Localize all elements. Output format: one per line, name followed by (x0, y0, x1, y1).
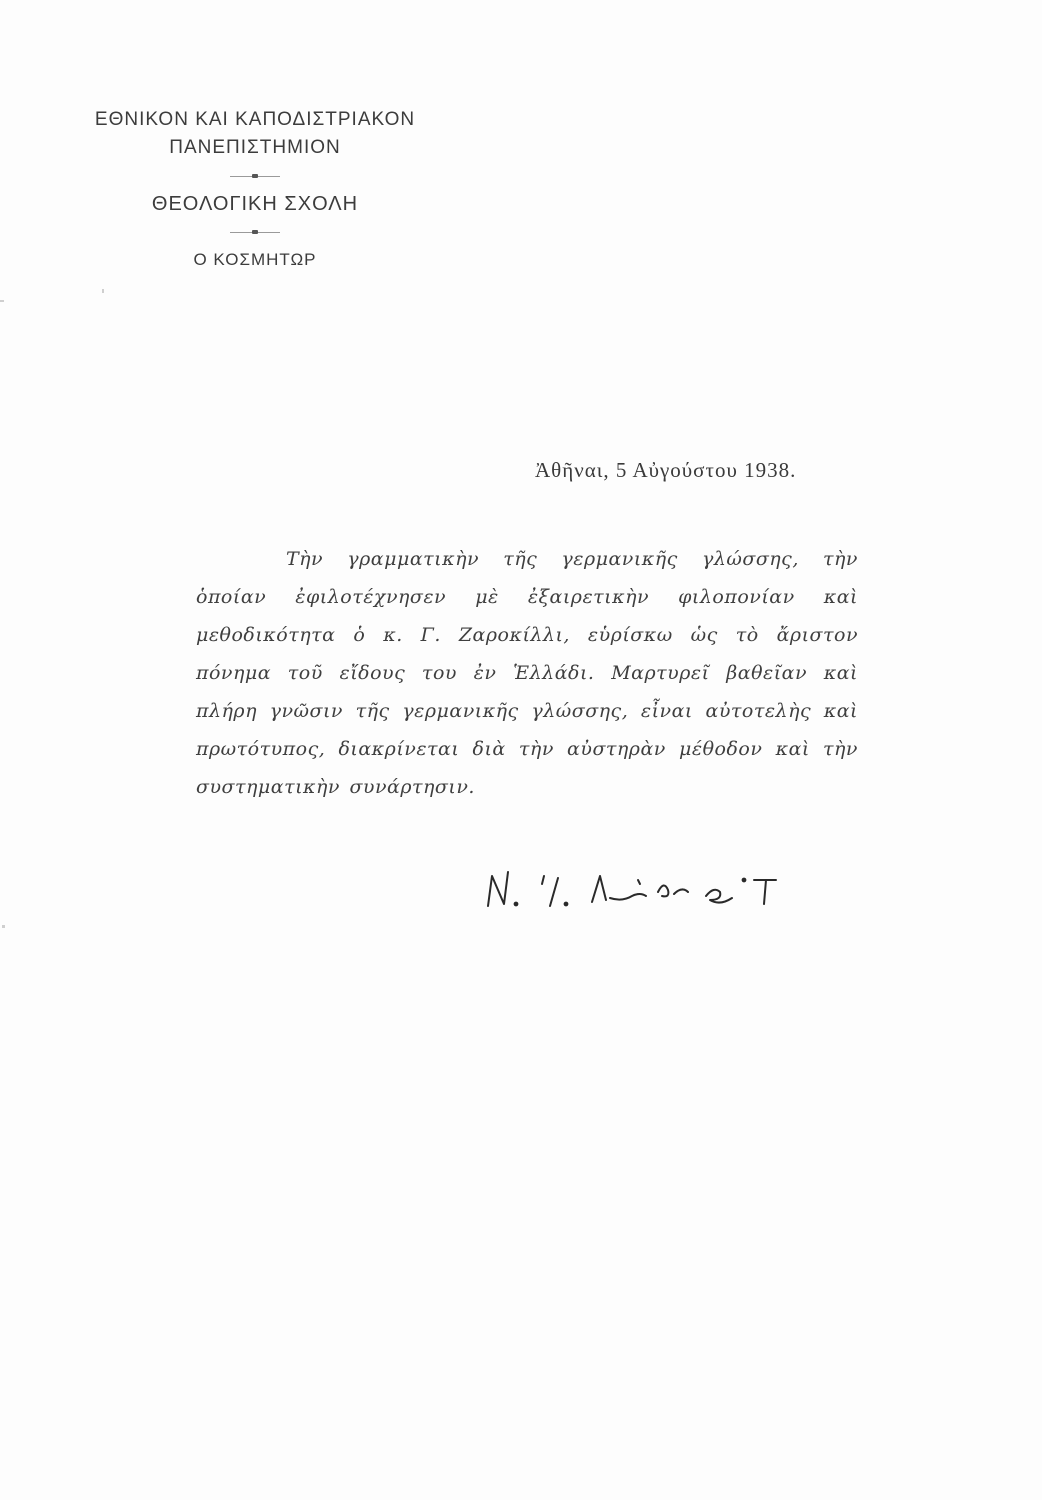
letter-body-paragraph: Τὴν γραμματικὴν τῆς γερμανικῆς γλώσσης, τὴν ὁποίαν ἐφιλοτέχνησεν μὲ ἐξαιρετικὴν φιλοπονίαν καὶ μεθοδικότητα ὁ κ. Γ. Ζαροκίλλι, εὑρίσκω ὡς τὸ ἄριστον πόνημα τοῦ εἴδους του ἐν Ἑλλάδι. Μαρτυρεῖ βαθεῖαν καὶ πλήρη γνῶσιν τῆς γερμανικῆς γλώσσης, εἶναι αὐτοτελὴς καὶ πρωτότυπος, διακρίνεται διὰ τὴν αὐστηρὰν μέθοδον καὶ τὴν συστηματικὴν συνάρτησιν. (196, 548, 858, 798)
university-name-line2: ΠΑΝΕΠΙΣΤΗΜΙΟΝ (169, 137, 341, 158)
letterhead-divider (230, 228, 280, 236)
paper-speck (102, 289, 104, 293)
paper-speck (0, 300, 4, 302)
signature-drawing (470, 858, 800, 918)
dean-title: Ο ΚΟΣΜΗΤΩΡ (193, 250, 317, 269)
letterhead-divider (230, 172, 280, 180)
university-name-line1: ΕΘΝΙΚΟΝ ΚΑΙ ΚΑΠΟΔΙΣΤΡΙΑΚΟΝ (94, 109, 416, 130)
letter-date: Ἀθῆναι, 5 Αὐγούστου 1938. (535, 458, 797, 482)
letterhead (70, 108, 440, 272)
faculty-name: ΘΕΟΛΟΓΙΚΗ ΣΧΟΛΗ (151, 193, 359, 215)
handwritten-signature (470, 858, 800, 918)
paper-speck (2, 925, 5, 928)
